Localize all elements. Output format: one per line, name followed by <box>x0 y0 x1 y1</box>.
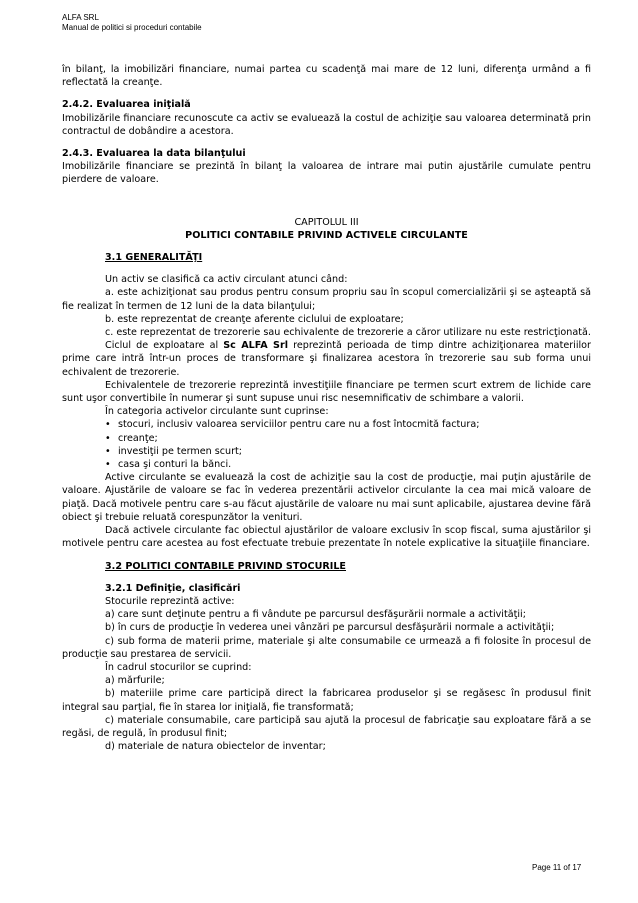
criterion-b: b. este reprezentat de creanţe aferente ciclului de exploatare; <box>105 313 404 325</box>
bullet-icon: • <box>105 419 111 431</box>
section-2-4-3-text: Imobilizările financiare se prezintă în bilanţ la valoarea de intrare mai putin ajustările cumulate pentru pierdere de valoare. <box>62 161 591 186</box>
inventory-criterion-c: c) sub forma de materii prime, materiale şi alte consumabile ce urmează a fi folosite în procesul de producţie sau prestarea de servicii. <box>62 635 591 660</box>
page-header <box>62 13 202 33</box>
section-2-4-2-text: Imobilizările financiare recunoscute ca activ se evaluează la costul de achiziţie sau valoarea determinată prin contractul de dobândire a acestora. <box>62 112 591 137</box>
list-item: • creanţe; <box>105 432 158 444</box>
manual-title: Manual de politici si proceduri contabile <box>62 23 202 32</box>
bullet-icon: • <box>105 445 111 457</box>
inventory-criterion-b: b) în curs de producţie în vederea unei vânzări pe parcursul desfăşurării normale a activităţii; <box>105 622 555 634</box>
criterion-a: a. este achiziţionat sau produs pentru consum propriu sau în scopul comercializării şi se aşteaptă să fie realizat în termen de 12 luni de la data bilanţului; <box>62 287 591 312</box>
chapter-title: POLITICI CONTABILE PRIVIND ACTIVELE CIRCULANTE <box>185 229 468 241</box>
company-highlight: Sc ALFA Srl <box>223 340 288 352</box>
section-3-2-1-heading: 3.2.1 Definiţie, clasificări <box>105 582 241 594</box>
evaluation-paragraph: Active circulante se evaluează la cost de achiziţie sau la cost de producţie, mai puţin ajustările de valoare. Ajustările de valoare se fac în vederea prezentării activelor circulante la cea mai mică valoare de piaţă. Dacă motivele pentru care s-au făcut ajustările de valoare nu mai sunt aplicabile, ajustarea devine fără obiect şi trebuie reluată corespunzător la venituri. <box>62 472 591 523</box>
treasury-equivalents-paragraph: Echivalentele de trezorerie reprezintă investiţiile financiare pe termen scurt extrem de lichide care sunt uşor convertibile în numerar şi sunt supuse unui risc nesemnificativ de schimbare a valorii. <box>62 379 591 405</box>
intro-paragraph: în bilanţ, la imobilizări financiare, numai partea cu scadenţă mai mare de 12 luni, diferenţa urmând a fi reflectată la creanţe. <box>62 64 591 89</box>
section-2-4-2-heading: 2.4.2. Evaluarea iniţială <box>62 99 191 111</box>
bullet-icon: • <box>105 432 111 444</box>
inventory-item-b: b) materiile prime care participă direct la fabricarea produselor şi se regăsesc în produsul finit integral sau parţial, fie în starea lor iniţială, fie transformată; <box>62 688 591 713</box>
current-assets-list-intro: În categoria activelor circulante sunt cuprinse: <box>105 406 329 418</box>
inventory-definition: Stocurile reprezintă active: <box>105 595 235 607</box>
section-2-4-3-heading: 2.4.3. Evaluarea la data bilanţului <box>62 148 246 160</box>
inventory-item-a: a) mărfurile; <box>105 675 165 687</box>
page-number: Page 11 of 17 <box>532 863 582 872</box>
fiscal-adjustments-paragraph: Dacă activele circulante fac obiectul ajustărilor de valoare exclusiv în scop fiscal, suma ajustărilor şi motivele pentru care acestea au fost efectuate trebuie prezentate în notele explicative la situaţiile financiare. <box>62 525 591 550</box>
company-name: ALFA SRL <box>62 13 99 22</box>
inventory-criterion-a: a) care sunt deţinute pentru a fi vândute pe parcursul desfăşurării normale a activităţii; <box>105 609 526 621</box>
criterion-c: c. este reprezentat de trezorerie sau echivalente de trezorerie a căror utilizare nu este restricţionată. <box>105 327 591 339</box>
list-item: • casa şi conturi la bănci. <box>105 459 232 471</box>
list-item: • investiţii pe termen scurt; <box>105 445 243 457</box>
inventory-item-c: c) materiale consumabile, care participă sau ajută la procesul de fabricaţie sau exploatare fără a se regăsi, de regulă, în produsul finit; <box>62 714 591 739</box>
inventory-item-d: d) materiale de natura obiectelor de inventar; <box>105 741 326 753</box>
document-body <box>62 63 591 753</box>
operating-cycle-paragraph: Ciclul de exploatare al Sc ALFA Srl reprezintă perioada de timp dintre achiziţionarea materiilor prime care intră într-un proces de transformare şi finalizarea acestora în trezorerie sau sub forma unui echivalent de trezorerie. <box>62 340 591 378</box>
section-3-2-heading: 3.2 POLITICI CONTABILE PRIVIND STOCURILE <box>105 560 346 572</box>
chapter-label: CAPITOLUL III <box>294 216 359 228</box>
bullet-icon: • <box>105 459 111 471</box>
list-item: • stocuri, inclusiv valoarea serviciilor pentru care nu a fost întocmită factura; <box>105 419 480 431</box>
section-3-1-heading: 3.1 GENERALITĂŢI <box>105 252 203 264</box>
current-asset-definition: Un activ se clasifică ca activ circulant atunci când: <box>105 274 348 286</box>
current-assets-list <box>62 418 591 471</box>
inventory-includes-intro: În cadrul stocurilor se cuprind: <box>105 661 252 673</box>
